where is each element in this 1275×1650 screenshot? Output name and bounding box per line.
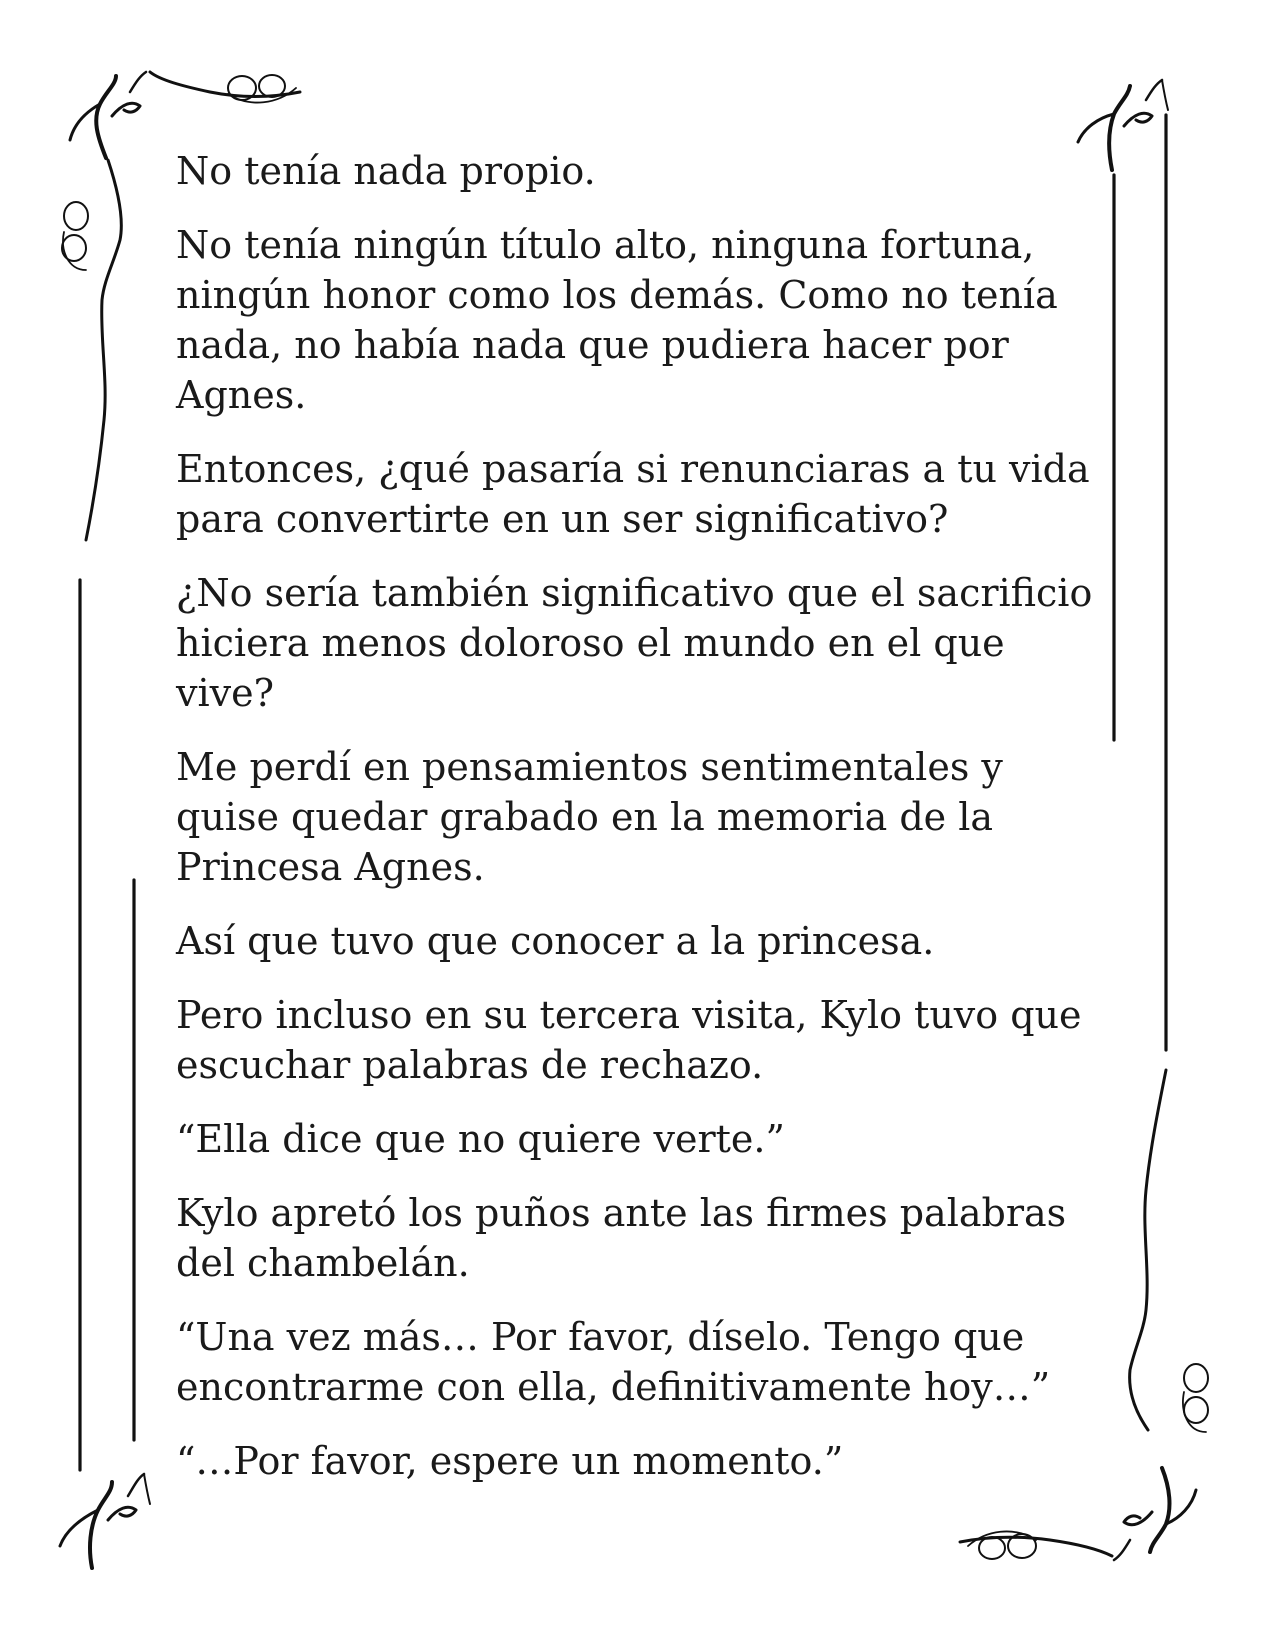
paragraph-11: “…Por favor, espere un momento.” xyxy=(176,1439,844,1483)
bottom-left-flourish-icon xyxy=(60,1474,150,1568)
paragraph-6: Así que tuvo que conocer a la princesa. xyxy=(176,919,935,963)
paragraph-9: Kylo apretó los puños ante las firmes palabras del chambelán. xyxy=(176,1191,1067,1285)
paragraph-5: Me perdí en pensamientos sentimentales y quise quedar grabado en la memoria de la Princesa Agnes. xyxy=(176,745,1003,889)
body-text xyxy=(176,146,1096,1510)
paragraph-10: “Una vez más… Por favor, díselo. Tengo que encontrarme con ella, definitivamente hoy…” xyxy=(176,1315,1051,1409)
paragraph-4: ¿No sería también significativo que el sacrificio hiciera menos doloroso el mundo en el que vive? xyxy=(176,571,1093,715)
paragraph-1: No tenía nada propio. xyxy=(176,149,596,193)
paragraph-3: Entonces, ¿qué pasaría si renunciaras a tu vida para convertirte en un ser significativo? xyxy=(176,447,1090,541)
paragraph-8: “Ella dice que no quiere verte.” xyxy=(176,1117,785,1161)
paragraph-7: Pero incluso en su tercera visita, Kylo tuvo que escuchar palabras de rechazo. xyxy=(176,993,1082,1087)
paragraph-2: No tenía ningún título alto, ninguna fortuna, ningún honor como los demás. Como no tenía nada, no había nada que pudiera hacer por Agnes. xyxy=(176,223,1058,417)
